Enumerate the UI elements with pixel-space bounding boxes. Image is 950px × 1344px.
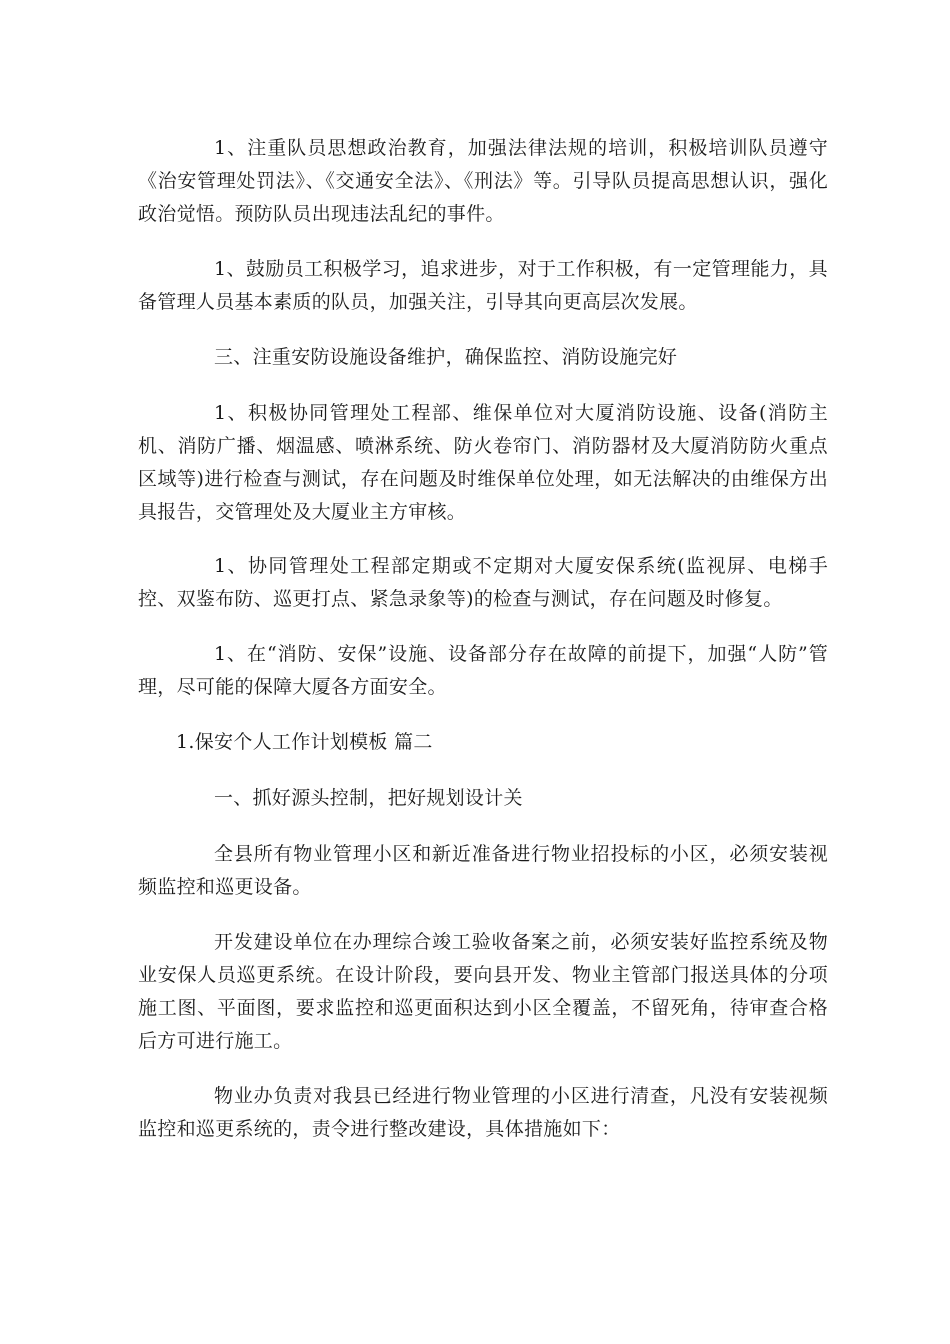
section-heading-source-control: 一、抓好源头控制，把好规划设计关 [214,787,523,809]
paragraph-fire-facility-inspection: 1、积极协同管理处工程部、维保单位对大厦消防设施、设备(消防主机、消防广播、烟温感、喷淋系统、防火卷帘门、消防器材及大厦消防防火重点区域等)进行检查与测试，存在问题及时维保单位处理，如无法解决的由维保方出具报告，交管理处及大厦业主方审核。 [138,402,828,523]
section-heading-facility-maintenance: 三、注重安防设施设备维护，确保监控、消防设施完好 [214,346,678,368]
paragraph-install-monitoring: 全县所有物业管理小区和新近准备进行物业招投标的小区，必须安装视频监控和巡更设备。 [138,843,828,898]
paragraph-security-system-inspection: 1、协同管理处工程部定期或不定期对大厦安保系统(监视屏、电梯手控、双鉴布防、巡更打点、紧急录象等)的检查与测试，存在问题及时修复。 [138,555,828,610]
paragraph-developer-requirements: 开发建设单位在办理综合竣工验收备案之前，必须安装好监控系统及物业安保人员巡更系统。在设计阶段，要向县开发、物业主管部门报送具体的分项施工图、平面图，要求监控和巡更面积达到小区全覆盖，不留死角，待审查合格后方可进行施工。 [138,931,828,1052]
paragraph-property-office-inspection: 物业办负责对我县已经进行物业管理的小区进行清查，凡没有安装视频监控和巡更系统的，责令进行整改建设，具体措施如下： [138,1085,828,1140]
section-title-part-two: 1.保安个人工作计划模板 篇二 [176,731,433,753]
paragraph-human-defense: 1、在“消防、安保”设施、设备部分存在故障的前提下，加强“人防”管理，尽可能的保障大厦各方面安全。 [138,643,828,698]
paragraph-encourage-learning: 1、鼓励员工积极学习，追求进步，对于工作积极，有一定管理能力，具备管理人员基本素质的队员，加强关注，引导其向更高层次发展。 [138,258,828,313]
paragraph-team-political-education: 1、注重队员思想政治教育，加强法律法规的培训，积极培训队员遵守《治安管理处罚法》、《交通安全法》、《刑法》等。引导队员提高思想认识，强化政治觉悟。预防队员出现违法乱纪的事件。 [138,137,828,225]
